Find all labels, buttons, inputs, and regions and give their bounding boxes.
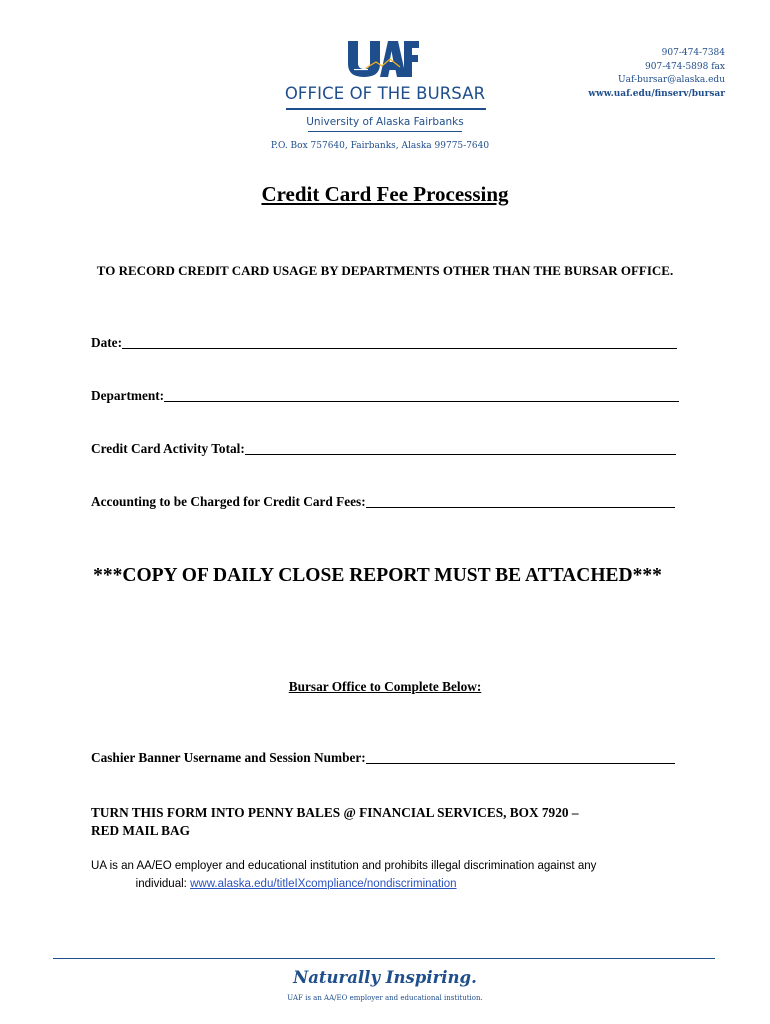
logo-divider	[286, 108, 486, 110]
eo-prefix: individual:	[135, 876, 191, 890]
cashier-input-line[interactable]	[366, 751, 675, 764]
email-address: Uaf-bursar@alaska.edu	[618, 75, 725, 85]
accounting-label: Accounting to be Charged for Credit Card Fees:	[91, 494, 366, 509]
eo-line-2	[91, 874, 649, 892]
cashier-field	[91, 750, 675, 766]
attachment-notice: ***COPY OF DAILY CLOSE REPORT MUST BE ATTACHED***	[93, 565, 662, 586]
fax-number: 907-474-5898 fax	[645, 61, 725, 72]
eo-line-1: UA is an AA/EO employer and educational institution and prohibits illegal discrimination against any	[91, 858, 597, 872]
department-label: Department:	[91, 388, 165, 403]
accounting-input-line[interactable]	[366, 495, 675, 508]
university-underline	[308, 131, 462, 132]
nondiscrimination-link[interactable]: www.alaska.edu/titleIXcompliance/nondiscrimination	[190, 876, 457, 890]
office-title: OFFICE OF THE BURSAR	[284, 84, 486, 103]
turn-in-line-2: RED MAIL BAG	[91, 823, 190, 838]
document-title: Credit Card Fee Processing	[261, 182, 509, 206]
turn-in-instructions	[91, 804, 691, 840]
phone-number: 907-474-7384	[661, 48, 725, 58]
uaf-logo-icon	[346, 38, 420, 78]
footer-note: UAF is an AA/EO employer and educational institution.	[287, 994, 483, 1002]
department-field	[91, 388, 679, 404]
bursar-section-heading: Bursar Office to Complete Below:	[288, 679, 482, 694]
contact-block	[588, 47, 725, 101]
po-box-address: P.O. Box 757640, Fairbanks, Alaska 99775-7640	[270, 141, 490, 151]
eo-statement	[91, 856, 649, 892]
accounting-field	[91, 494, 675, 510]
footer-divider	[53, 958, 715, 959]
date-label: Date:	[91, 335, 123, 350]
activity-total-input-line[interactable]	[245, 442, 676, 455]
footer-tagline: Naturally Inspiring.	[293, 968, 477, 987]
turn-in-line-1: TURN THIS FORM INTO PENNY BALES @ FINANCIAL SERVICES, BOX 7920 –	[91, 805, 579, 820]
date-input-line[interactable]	[122, 336, 677, 349]
university-name: University of Alaska Fairbanks	[306, 116, 464, 128]
form-instruction: TO RECORD CREDIT CARD USAGE BY DEPARTMENTS OTHER THAN THE BURSAR OFFICE.	[96, 263, 674, 278]
department-input-line[interactable]	[164, 389, 679, 402]
website-link[interactable]: www.uaf.edu/finserv/bursar	[588, 88, 725, 99]
date-field	[91, 335, 677, 351]
cashier-label: Cashier Banner Username and Session Number:	[91, 750, 366, 765]
activity-total-field	[91, 441, 676, 457]
activity-total-label: Credit Card Activity Total:	[91, 441, 245, 456]
